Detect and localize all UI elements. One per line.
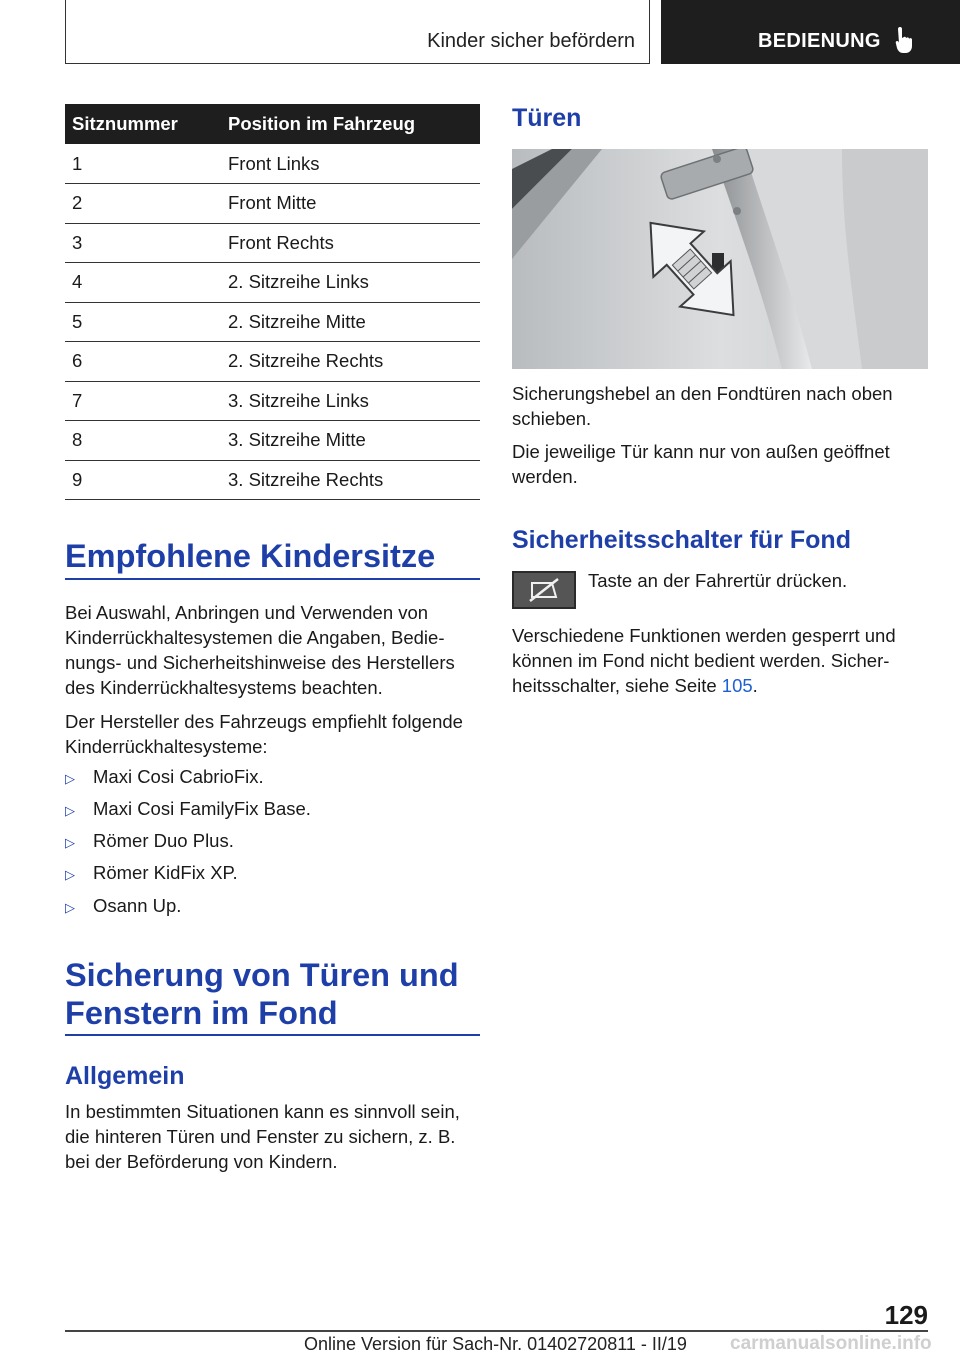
text-line: des Kinderrückhaltesystems beachten. xyxy=(65,677,383,698)
table-cell: Front Rechts xyxy=(221,223,480,263)
text-line: bei der Beförderung von Kindern. xyxy=(65,1151,338,1172)
text-line: schieben. xyxy=(512,408,592,429)
table-row xyxy=(65,223,480,263)
heading-line: Sicherung von Türen und xyxy=(65,957,459,993)
list-item-text: Osann Up. xyxy=(93,895,182,916)
list-item-text: Maxi Cosi FamilyFix Base. xyxy=(93,798,311,819)
text-line: können im Fond nicht bedient werden. Sicher- xyxy=(512,650,890,671)
doors-paragraph-1 xyxy=(512,381,893,431)
text-fragment: . xyxy=(752,675,758,696)
text-line: Der Hersteller des Fahrzeugs empfiehlt folgende xyxy=(65,711,463,732)
table-row xyxy=(65,302,480,342)
page-reference-link[interactable]: 105 xyxy=(721,675,753,696)
text-line: Sicherungshebel an den Fondtüren nach oben xyxy=(512,383,893,404)
table-cell: 1 xyxy=(65,144,221,184)
bullet-triangle-icon: ▷ xyxy=(65,867,75,882)
text-line: werden. xyxy=(512,466,578,487)
safety-switch-instruction: Taste an der Fahrertür drücken. xyxy=(588,570,848,591)
table-cell: 9 xyxy=(65,460,221,500)
bullet-triangle-icon: ▷ xyxy=(65,835,75,850)
bullet-triangle-icon: ▷ xyxy=(65,771,75,786)
safety-switch-paragraph xyxy=(512,623,896,698)
bullet-triangle-icon: ▷ xyxy=(65,803,75,818)
recommended-seats-heading: Empfohlene Kindersitze xyxy=(65,538,436,574)
heading-rule xyxy=(65,578,480,580)
table-cell: 2. Sitzreihe Links xyxy=(221,263,480,303)
door-child-lock-photo xyxy=(512,149,928,369)
footer-rule xyxy=(65,1330,928,1332)
general-subheading: Allgemein xyxy=(65,1062,185,1090)
table-cell: 7 xyxy=(65,381,221,421)
text-line: Die jeweilige Tür kann nur von außen geöffnet xyxy=(512,441,890,462)
list-item xyxy=(65,861,238,887)
doors-paragraph-2 xyxy=(512,439,890,489)
list-item-text: Römer Duo Plus. xyxy=(93,830,234,851)
page-number: 129 xyxy=(884,1300,928,1330)
text-line: die hinteren Türen und Fenster zu sichern, z. B. xyxy=(65,1126,456,1147)
list-item xyxy=(65,765,264,791)
table-header-row xyxy=(65,104,480,144)
table-header-cell: Sitznummer xyxy=(65,104,221,144)
text-line: Bei Auswahl, Anbringen und Verwenden von xyxy=(65,602,429,623)
header-section-box xyxy=(65,0,650,64)
text-line: Kinderrückhaltesysteme: xyxy=(65,736,268,757)
list-item-text: Maxi Cosi CabrioFix. xyxy=(93,766,264,787)
pointing-hand-icon xyxy=(895,26,919,54)
doors-heading: Türen xyxy=(512,104,582,132)
text-line: In bestimmten Situationen kann es sinnvoll sein, xyxy=(65,1101,460,1122)
table-cell: 3. Sitzreihe Links xyxy=(221,381,480,421)
table-cell: 2. Sitzreihe Mitte xyxy=(221,302,480,342)
heading-line: Fenstern im Fond xyxy=(65,995,338,1031)
window-lock-button-icon xyxy=(512,571,576,609)
table-cell: 8 xyxy=(65,421,221,461)
list-item-text: Römer KidFix XP. xyxy=(93,862,238,883)
watermark-text: carmanualsonline.info xyxy=(730,1333,932,1354)
table-header-cell: Position im Fahrzeug xyxy=(221,104,480,144)
text-line: Kinderrückhaltesystemen die Angaben, Bedie- xyxy=(65,627,445,648)
bullet-triangle-icon: ▷ xyxy=(65,900,75,915)
table-cell: 3. Sitzreihe Rechts xyxy=(221,460,480,500)
footer-version: Online Version für Sach-Nr. 01402720811 - II/19 xyxy=(304,1334,687,1354)
list-item xyxy=(65,797,311,823)
text-line xyxy=(512,673,896,698)
header-section-title: Kinder sicher befördern xyxy=(427,30,635,52)
table-row xyxy=(65,342,480,382)
table-cell: 4 xyxy=(65,263,221,303)
header-chapter-title: BEDIENUNG xyxy=(758,30,881,52)
table-cell: 3. Sitzreihe Mitte xyxy=(221,421,480,461)
text-line: Verschiedene Funktionen werden gesperrt und xyxy=(512,625,896,646)
general-paragraph xyxy=(65,1099,460,1174)
table-row xyxy=(65,263,480,303)
table-row xyxy=(65,184,480,224)
text-fragment: heitsschalter, siehe Seite xyxy=(512,675,717,696)
list-item xyxy=(65,829,234,855)
table-row xyxy=(65,381,480,421)
safety-switch-heading: Sicherheitsschalter für Fond xyxy=(512,526,851,554)
table-row xyxy=(65,421,480,461)
table-cell: 6 xyxy=(65,342,221,382)
table-cell: 3 xyxy=(65,223,221,263)
table-cell: Front Links xyxy=(221,144,480,184)
seat-number-table xyxy=(65,104,480,500)
securing-heading xyxy=(65,956,459,1032)
table-cell: Front Mitte xyxy=(221,184,480,224)
header-chapter-box xyxy=(661,0,960,64)
text-line: nungs- und Sicherheitshinweise des Herstellers xyxy=(65,652,455,673)
table-cell: 5 xyxy=(65,302,221,342)
heading-rule xyxy=(65,1034,480,1036)
table-row xyxy=(65,144,480,184)
list-item xyxy=(65,894,181,920)
table-row xyxy=(65,460,480,500)
table-cell: 2. Sitzreihe Rechts xyxy=(221,342,480,382)
table-cell: 2 xyxy=(65,184,221,224)
recommended-paragraph-1 xyxy=(65,600,455,700)
recommended-paragraph-2 xyxy=(65,709,463,759)
